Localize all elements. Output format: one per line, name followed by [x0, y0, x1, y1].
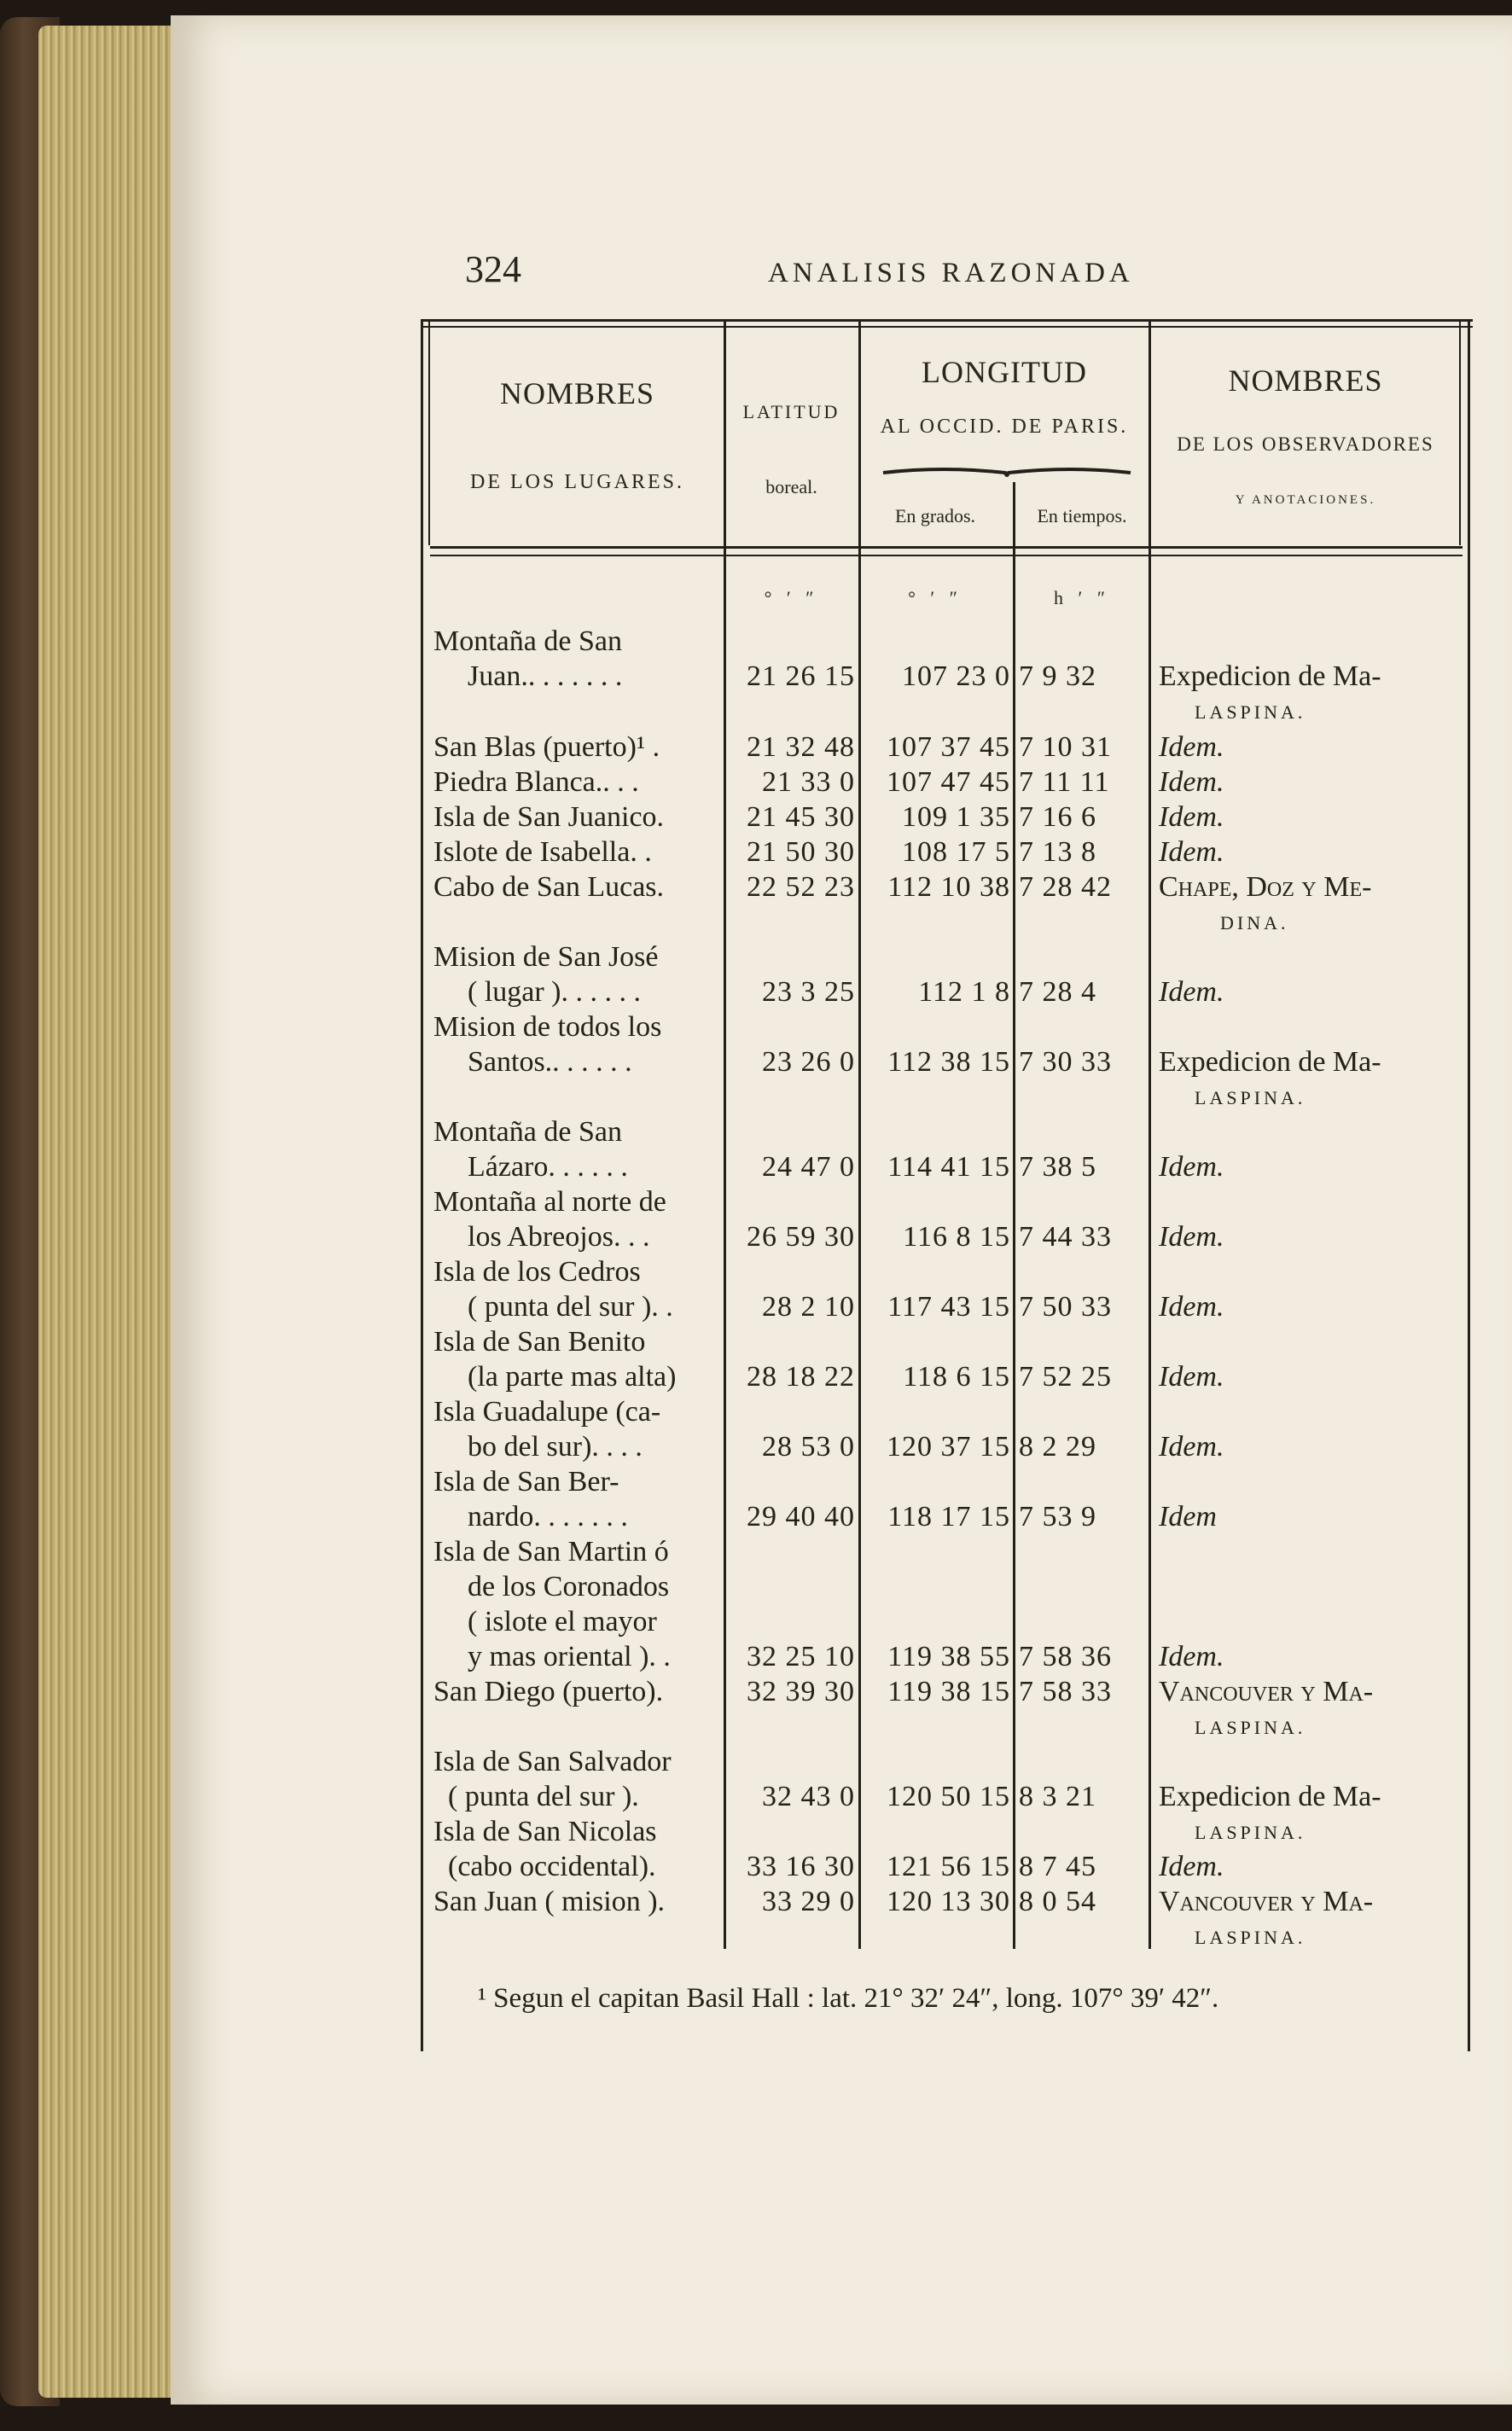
header-col4-sub2: Y ANOTACIONES.: [1235, 493, 1376, 507]
row-longitude-time: 7 16 6: [1019, 801, 1096, 833]
row-name-cont: los Abreojos. . .: [468, 1221, 650, 1253]
row-name: Isla de San Martin ó: [433, 1536, 669, 1567]
row-observer-cont: LASPINA.: [1195, 1087, 1306, 1108]
row-name-cont: bo del sur). . . .: [468, 1431, 643, 1463]
row-name: Piedra Blanca.. . .: [433, 766, 639, 798]
row-latitude: 24 47 0: [762, 1151, 855, 1183]
row-latitude: 21 32 48: [747, 731, 855, 763]
row-observer: Idem.: [1159, 1361, 1224, 1393]
row-name: San Blas (puerto)¹ .: [433, 731, 660, 763]
row-name-cont: Lázaro. . . . . .: [468, 1151, 628, 1183]
row-name: Montaña al norte de: [433, 1186, 666, 1218]
row-observer: Expedicion de Ma-: [1159, 1046, 1381, 1078]
row-name: Isla de San Ber-: [433, 1466, 619, 1498]
row-name-cont: ( islote el mayor: [468, 1606, 657, 1637]
row-longitude-time: 7 53 9: [1019, 1501, 1096, 1532]
row-longitude-degrees: 108 17 5: [902, 836, 1010, 868]
header-col1-title: NOMBRES: [499, 376, 655, 410]
row-name: Cabo de San Lucas.: [433, 871, 665, 903]
running-head: ANALISIS RAZONADA: [768, 258, 1134, 288]
header-col3-title: LONGITUD: [922, 355, 1087, 389]
row-longitude-time: 7 10 31: [1019, 731, 1112, 763]
row-observer: Idem: [1159, 1501, 1217, 1532]
row-longitude-time: 8 2 29: [1019, 1431, 1096, 1463]
header-col3-sub: AL OCCID. DE PARIS.: [880, 416, 1129, 438]
row-longitude-time: 7 52 25: [1019, 1361, 1112, 1393]
row-name: Islote de Isabella. .: [433, 836, 652, 868]
row-longitude-degrees: 114 41 15: [887, 1151, 1010, 1183]
row-observer: Expedicion de Ma-: [1159, 660, 1381, 692]
units-latitude: ° ′ ″: [764, 587, 819, 608]
row-longitude-degrees: 109 1 35: [902, 801, 1010, 833]
row-observer: Vancouver y Ma-: [1159, 1676, 1374, 1707]
row-longitude-time: 8 0 54: [1019, 1886, 1096, 1917]
row-latitude: 21 45 30: [747, 801, 855, 833]
header-col4-sub: DE LOS OBSERVADORES: [1177, 433, 1434, 455]
row-observer: Idem.: [1159, 836, 1224, 868]
header-col1-sub: DE LOS LUGARES.: [469, 471, 684, 493]
row-longitude-degrees: 119 38 55: [887, 1641, 1010, 1672]
gilt-page-edges: [38, 26, 179, 2398]
row-observer: Expedicion de Ma-: [1159, 1781, 1381, 1812]
row-observer: Idem.: [1159, 1851, 1224, 1882]
row-name: San Diego (puerto).: [433, 1676, 664, 1707]
row-longitude-degrees: 112 10 38: [887, 871, 1010, 903]
units-time: h ′ ″: [1054, 587, 1110, 608]
row-name: Montaña de San: [433, 1116, 622, 1148]
row-longitude-degrees: 120 50 15: [887, 1781, 1010, 1812]
row-observer-cont: LASPINA.: [1195, 1822, 1306, 1843]
row-latitude: 32 43 0: [762, 1781, 855, 1812]
row-longitude-degrees: 120 13 30: [887, 1886, 1010, 1917]
row-longitude-time: 7 38 5: [1019, 1151, 1096, 1183]
row-name: Montaña de San: [433, 625, 622, 657]
row-longitude-degrees: 118 17 15: [887, 1501, 1010, 1532]
row-longitude-degrees: 107 37 45: [887, 731, 1010, 763]
row-name: Isla de San Juanico.: [433, 801, 665, 833]
row-observer-cont: LASPINA.: [1195, 1717, 1306, 1738]
row-longitude-degrees: 116 8 15: [903, 1221, 1010, 1253]
row-observer: Idem.: [1159, 1291, 1224, 1323]
row-observer: Idem.: [1159, 1221, 1224, 1253]
row-longitude-time: 7 58 33: [1019, 1676, 1112, 1707]
row-observer: Idem.: [1159, 1151, 1224, 1183]
row-latitude: 23 3 25: [762, 976, 855, 1008]
row-observer: Idem.: [1159, 1431, 1224, 1463]
row-longitude-time: 7 9 32: [1019, 660, 1096, 692]
row-observer-cont: LASPINA.: [1195, 701, 1306, 723]
row-name-cont: ( punta del sur ). .: [468, 1291, 673, 1323]
row-observer: Idem.: [1159, 801, 1224, 833]
row-latitude: 29 40 40: [747, 1501, 855, 1532]
row-latitude: 28 18 22: [747, 1361, 855, 1393]
row-name-cont: Juan.. . . . . . .: [468, 660, 623, 692]
row-name: Isla de San Salvador: [433, 1746, 672, 1777]
row-observer-cont: LASPINA.: [1195, 1927, 1306, 1948]
row-name: Isla de San Nicolas: [433, 1816, 657, 1847]
row-latitude: 21 50 30: [747, 836, 855, 868]
row-latitude: 28 53 0: [762, 1431, 855, 1463]
row-name-cont: (la parte mas alta): [468, 1361, 677, 1393]
row-name-cont: nardo. . . . . . .: [468, 1501, 628, 1532]
row-observer: Idem.: [1159, 766, 1224, 798]
row-observer: Idem.: [1159, 731, 1224, 763]
row-longitude-time: 7 28 42: [1019, 871, 1112, 903]
header-col3b: En tiempos.: [1037, 505, 1127, 526]
row-name: Isla Guadalupe (ca-: [433, 1396, 661, 1428]
row-latitude: 28 2 10: [762, 1291, 855, 1323]
header-col3a: En grados.: [894, 505, 976, 526]
row-name-cont: ( lugar ). . . . . .: [468, 976, 642, 1008]
row-observer: Idem.: [1159, 976, 1224, 1008]
row-latitude: 33 29 0: [762, 1886, 855, 1917]
row-longitude-degrees: 112 38 15: [887, 1046, 1010, 1078]
row-latitude: 32 39 30: [747, 1676, 855, 1707]
row-longitude-time: 7 44 33: [1019, 1221, 1112, 1253]
row-latitude: 23 26 0: [762, 1046, 855, 1078]
header-col2-sub: boreal.: [765, 476, 817, 497]
row-name: Mision de todos los: [433, 1011, 662, 1043]
row-longitude-time: 7 28 4: [1019, 976, 1096, 1008]
row-latitude: 21 26 15: [747, 660, 855, 692]
row-name-cont: y mas oriental ). .: [468, 1641, 671, 1672]
row-name-cont: ( punta del sur ).: [448, 1781, 639, 1812]
row-name: Isla de los Cedros: [433, 1256, 641, 1288]
row-longitude-time: 7 13 8: [1019, 836, 1096, 868]
row-name-cont: de los Coronados: [468, 1571, 670, 1602]
header-col2-title: LATITUD: [742, 401, 840, 422]
row-longitude-time: 7 30 33: [1019, 1046, 1112, 1078]
row-observer: Chape, Doz y Me-: [1159, 871, 1372, 903]
row-longitude-time: 8 7 45: [1019, 1851, 1096, 1882]
row-name: Isla de San Benito: [433, 1326, 646, 1358]
row-longitude-degrees: 119 38 15: [887, 1676, 1010, 1707]
row-latitude: 22 52 23: [747, 871, 855, 903]
header-col4-title: NOMBRES: [1228, 363, 1383, 398]
row-longitude-time: 7 50 33: [1019, 1291, 1112, 1323]
footnote: ¹ Segun el capitan Basil Hall : lat. 21° 32′ 24″, long. 107° 39′ 42″.: [478, 1983, 1219, 2014]
row-longitude-degrees: 121 56 15: [887, 1851, 1010, 1882]
row-latitude: 33 16 30: [747, 1851, 855, 1882]
row-latitude: 21 33 0: [762, 766, 855, 798]
row-longitude-time: 7 11 11: [1019, 766, 1110, 798]
row-name: Mision de San José: [433, 941, 659, 973]
row-longitude-degrees: 117 43 15: [887, 1291, 1010, 1323]
row-longitude-time: 8 3 21: [1019, 1781, 1096, 1812]
row-longitude-degrees: 107 47 45: [887, 766, 1010, 798]
row-longitude-time: 7 58 36: [1019, 1641, 1112, 1672]
units-degrees: ° ′ ″: [908, 587, 962, 608]
row-longitude-degrees: 107 23 0: [902, 660, 1010, 692]
row-longitude-degrees: 112 1 8: [918, 976, 1010, 1008]
row-latitude: 26 59 30: [747, 1221, 855, 1253]
row-name-cont: (cabo occidental).: [448, 1851, 656, 1882]
row-observer: Idem.: [1159, 1641, 1224, 1672]
row-observer: Vancouver y Ma-: [1159, 1886, 1374, 1917]
row-name: San Juan ( mision ).: [433, 1886, 666, 1917]
row-latitude: 32 25 10: [747, 1641, 855, 1672]
page-number: 324: [465, 248, 521, 290]
row-longitude-degrees: 120 37 15: [887, 1431, 1010, 1463]
brace-ornament: [879, 461, 1135, 481]
row-longitude-degrees: 118 6 15: [903, 1361, 1010, 1393]
row-observer-cont: DINA.: [1220, 912, 1289, 933]
row-name-cont: Santos.. . . . . .: [468, 1046, 632, 1078]
